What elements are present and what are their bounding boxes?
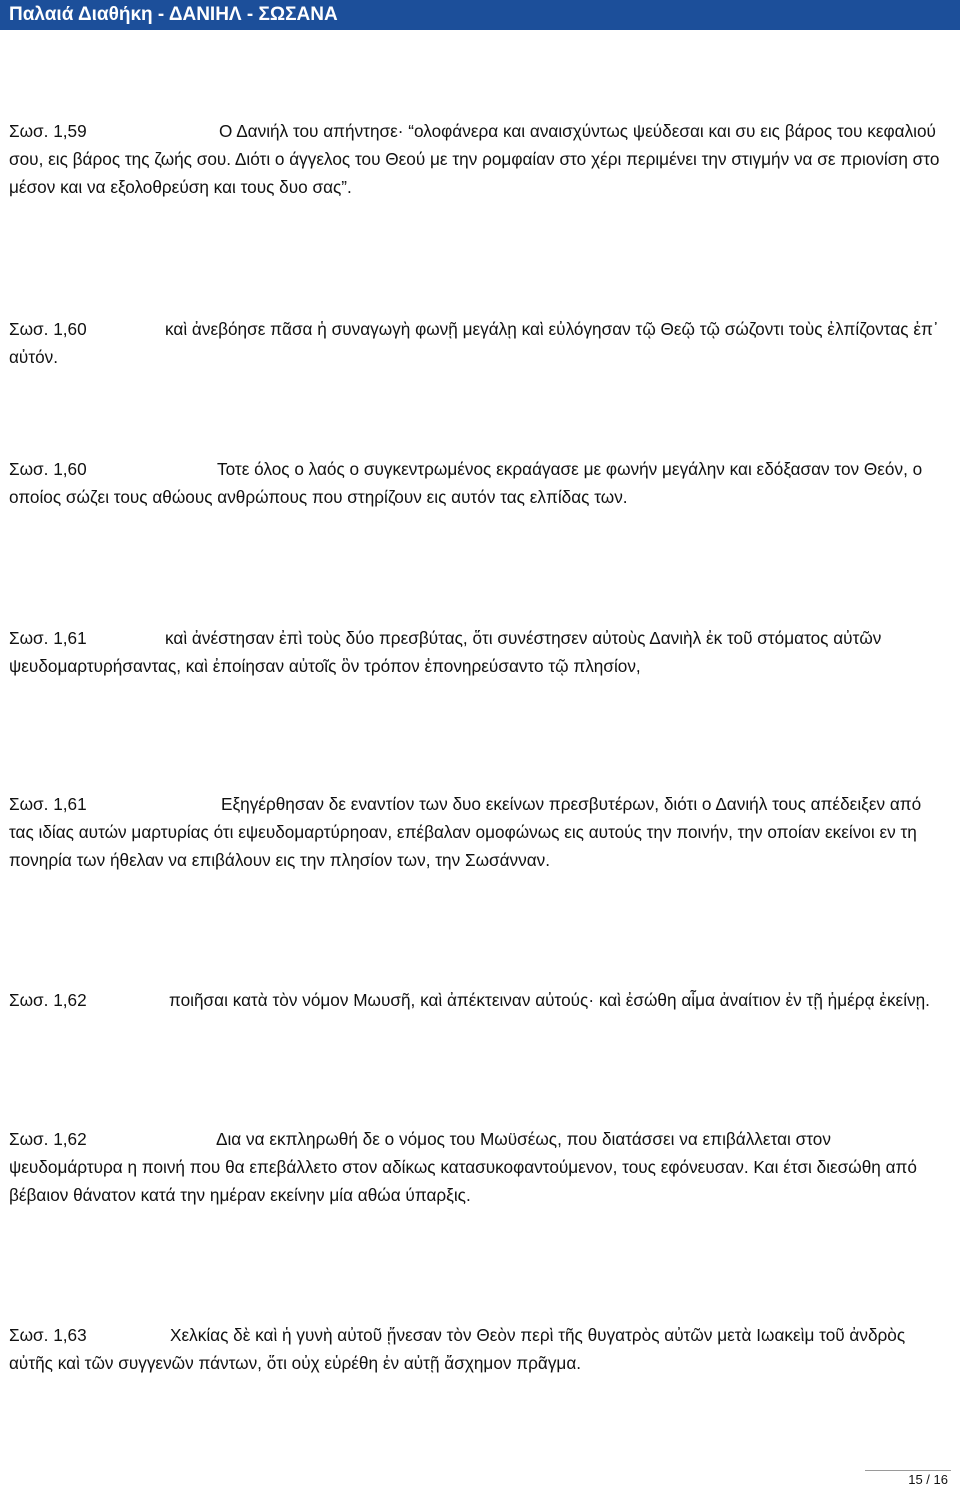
verse-ref: Σωσ. 1,61 (9, 628, 87, 648)
verse-ref: Σωσ. 1,62 (9, 990, 87, 1010)
verse-1-63-ancient (9, 1321, 949, 1377)
verse-ref: Σωσ. 1,60 (9, 319, 87, 339)
verse-text: καὶ ἀνέστησαν ἐπὶ τοὺς δύο πρεσβύτας, ὅτι συνέστησεν αὐτοὺς Δανιὴλ ἐκ τοῦ στόματος αὐτῶν ψευδομαρτυρήσαντας, καὶ ἐποίησαν αὐτοῖς ὃν τρόπον ἐπονηρεύσαντο τῷ πλησίον, (9, 628, 882, 676)
verse-1-59-modern (9, 117, 949, 201)
page-number: 15 / 16 (908, 1472, 948, 1487)
verse-text: Εξηγέρθησαν δε εναντίον των δυο εκείνων πρεσβυτέρων, διότι ο Δανιήλ τους απέδειξεν από τας ιδίας αυτών μαρτυρίας ότι εψευδομαρτύρηοαν, επέβαλαν ομοφώνως εις αυτούς την ποινήν, την οποίαν εκείνοι εν τη πονηρία των ήθελαν να επιβάλουν εις την πλησίον των, την Σωσάνναν. (9, 794, 922, 870)
verse-text: ποιῆσαι κατὰ τὸν νόμον Μωυσῆ, καὶ ἀπέκτειναν αὐτούς· καὶ ἐσώθη αἷμα ἀναίτιον ἐν τῇ ἡμέρᾳ ἐκείνῃ. (169, 990, 930, 1010)
verse-text: Δια να εκπληρωθή δε ο νόμος του Μωϋσέως, που διατάσσει να επιβάλλεται στον ψευδομάρτυρα η ποινή που θα επεβάλλετο στον αδίκως κατασυκοφαντούμενον, τους εφόνευσαν. Και έτσι διεσώθη από βέβαιον θάνατον κατά την ημέραν εκείνην μία αθώα ύπαρξις. (9, 1129, 917, 1205)
verse-ref: Σωσ. 1,63 (9, 1325, 87, 1345)
verse-1-61-modern (9, 790, 949, 874)
verse-text: καὶ ἀνεβόησε πᾶσα ἡ συναγωγὴ φωνῇ μεγάλῃ καὶ εὐλόγησαν τῷ Θεῷ τῷ σώζοντι τοὺς ἐλπίζοντας ἐπ᾿ αὐτόν. (9, 319, 939, 367)
verse-text: Τοτε όλος ο λαός ο συγκεντρωμένος εκραάγασε με φωνήν μεγάλην και εδόξασαν τον Θεόν, ο οποίος σώζει τους αθώους ανθρώπους που στηρίζουν εις αυτόν τας ελπίδας των. (9, 459, 923, 507)
footer-divider (865, 1470, 951, 1471)
verse-1-60-ancient (9, 315, 949, 371)
verse-1-61-ancient (9, 624, 949, 680)
verse-1-62-modern (9, 1125, 949, 1209)
verse-text: Ο Δανιήλ του απήντησε· “ολοφάνερα και αναισχύντως ψεύδεσαι και συ εις βάρος του κεφαλιού σου, εις βάρος της ζωής σου. Διότι ο άγγελος του Θεού με την ρομφαίαν στο χέρι περιμένει την στιγμήν να σε πριονίση στο μέσον και να εξολοθρεύση και τους δυο σας”. (9, 121, 940, 197)
header-title: Παλαιά Διαθήκη - ΔΑΝΙΗΛ - ΣΩΣΑΝΑ (9, 4, 338, 25)
verse-ref: Σωσ. 1,62 (9, 1129, 87, 1149)
page-header (0, 0, 960, 30)
verse-1-62-ancient (9, 986, 949, 1014)
verse-ref: Σωσ. 1,60 (9, 459, 87, 479)
verse-1-60-modern (9, 455, 949, 511)
verse-text: Χελκίας δὲ καὶ ἡ γυνὴ αὐτοῦ ᾔνεσαν τὸν Θεὸν περὶ τῆς θυγατρὸς αὐτῶν μετὰ Ιωακεὶμ τοῦ ἀνδρὸς αὐτῆς καὶ τῶν συγγενῶν πάντων, ὅτι οὐχ εὑρέθη ἐν αὐτῇ ἄσχημον πρᾶγμα. (9, 1325, 906, 1373)
verse-ref: Σωσ. 1,61 (9, 794, 87, 814)
verse-ref: Σωσ. 1,59 (9, 121, 87, 141)
